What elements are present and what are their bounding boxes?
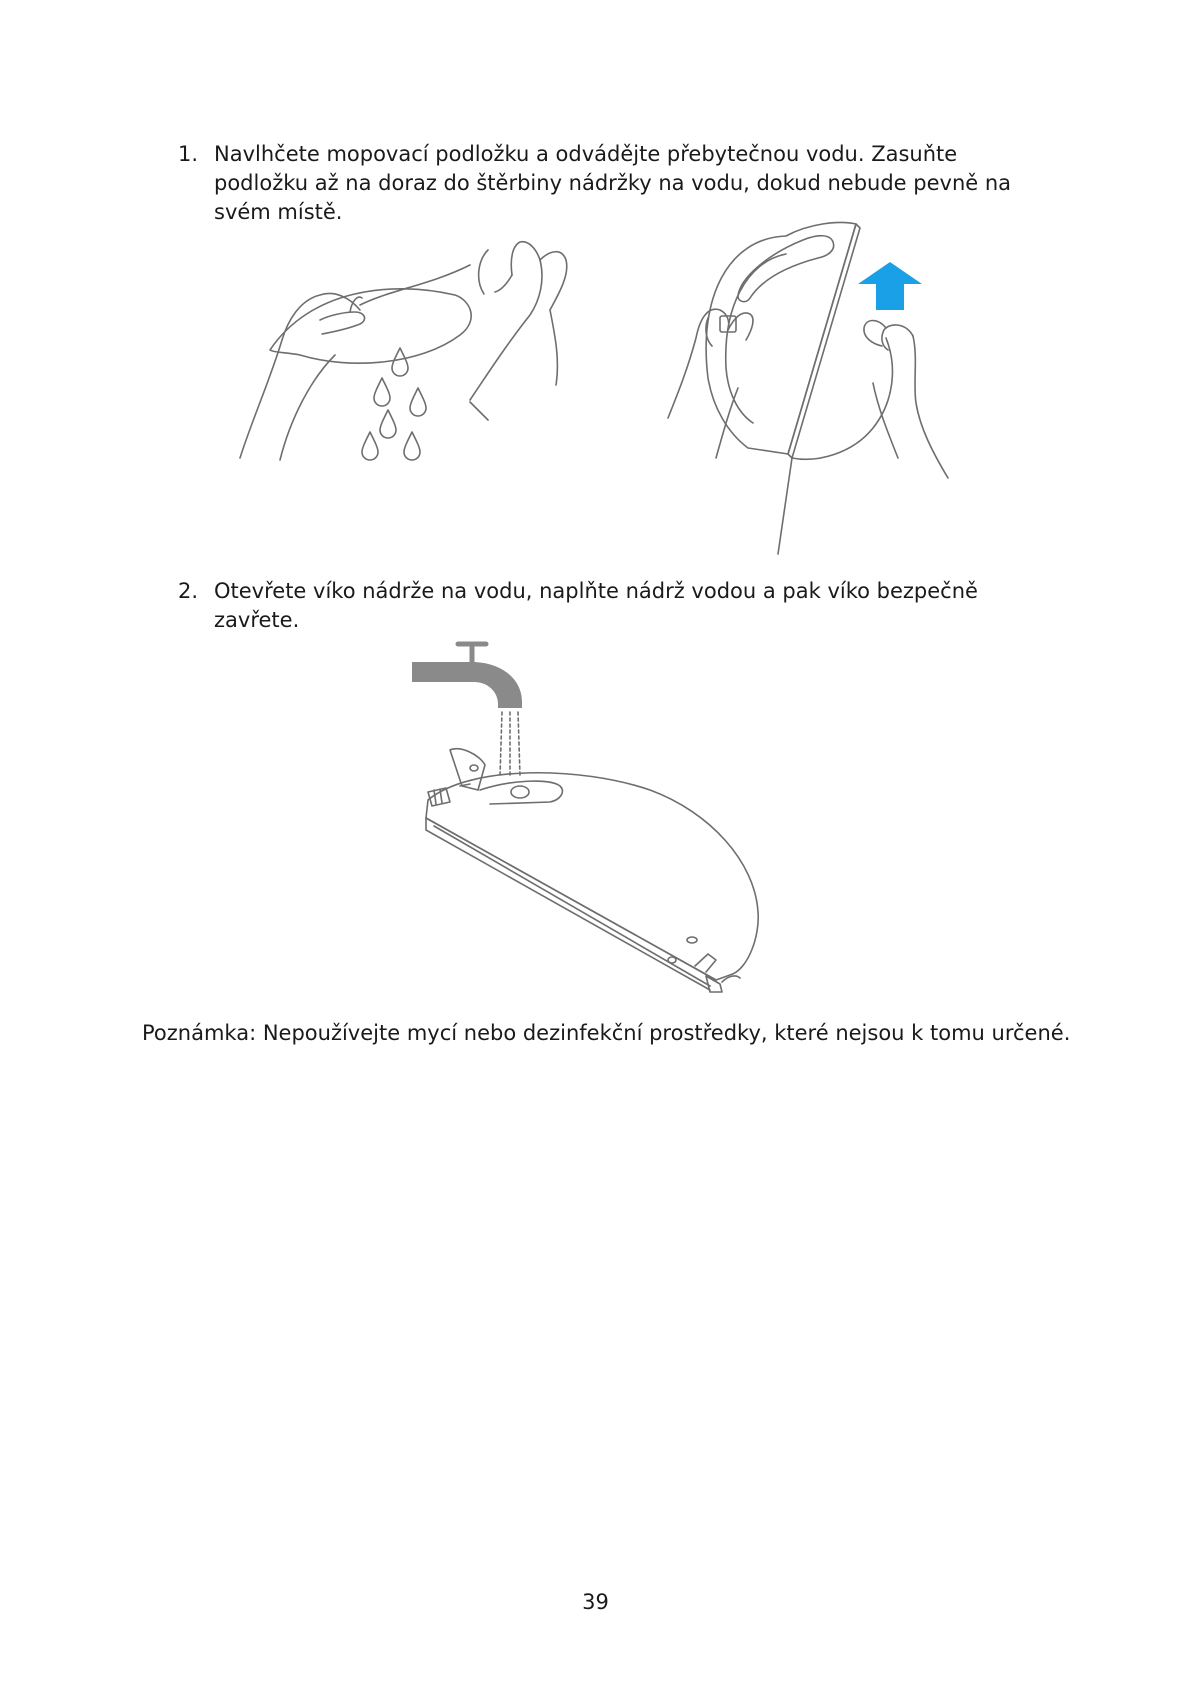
step-2-text: Otevřete víko nádrže na vodu, naplňte nádrž vodou a pak víko bezpečně zavřete.: [214, 579, 978, 632]
step-2-number: 2.: [178, 579, 199, 603]
hands-wringing-mop-pad-icon: [240, 220, 610, 480]
page-number: 39: [582, 1590, 609, 1614]
step-1-text: Navlhčete mopovací podložku a odvádějte přebytečnou vodu. Zasuňte podložku až na doraz do štěrbiny nádržky na vodu, dokud nebude pevně na svém místě.: [214, 142, 1012, 224]
up-arrow-icon: [858, 262, 922, 310]
faucet-filling-water-tank-icon: [410, 640, 780, 1000]
note-text: Poznámka: Nepoužívejte mycí nebo dezinfekční prostředky, které nejsou k tomu určené.: [142, 1021, 1071, 1045]
step-1-number: 1.: [178, 142, 199, 166]
